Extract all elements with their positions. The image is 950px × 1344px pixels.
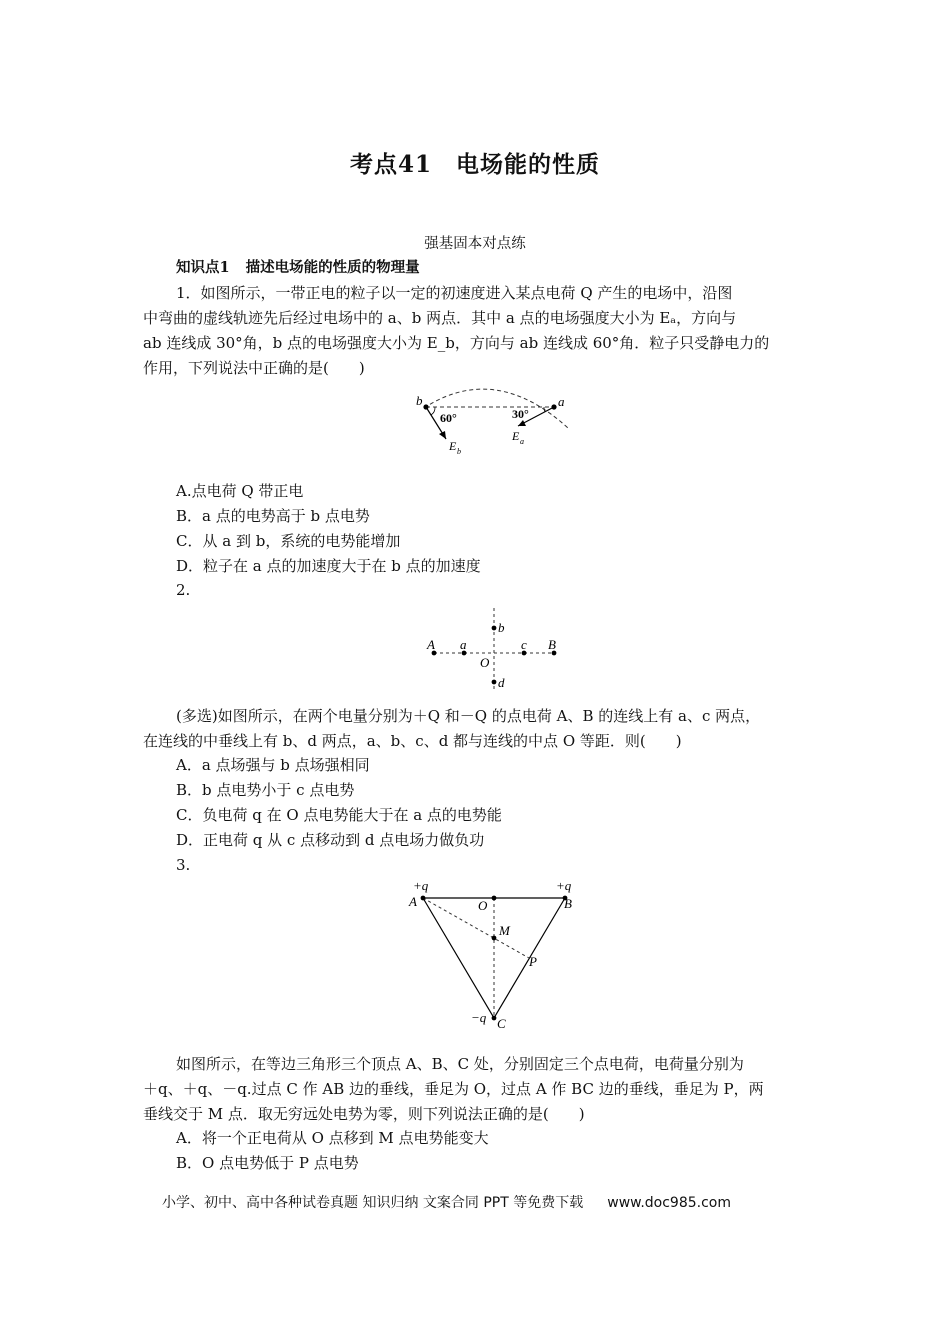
angle-arc-b (431, 407, 435, 415)
side-AC (423, 898, 494, 1018)
label-M: M (499, 923, 510, 938)
label-ea: E (512, 429, 520, 443)
q1-line-1: 1．如图所示，一带正电的粒子以一定的初速度进入某点电荷 Q 产生的电场中，沿图 (176, 284, 733, 302)
label-c: c (521, 637, 527, 652)
footer (162, 1192, 731, 1212)
point-O (492, 896, 497, 901)
q2-number: 2. (176, 581, 191, 599)
label-d: d (498, 675, 505, 690)
label-eb-sub: b (457, 447, 461, 456)
q2-line-2: 在连线的中垂线上有 b、d 两点，a、b、c、d 都与连线的中点 O 等距．则( ) (143, 732, 682, 750)
angle-60-label: 60° (440, 411, 457, 425)
label-C: C (497, 1016, 506, 1031)
label-P: P (529, 954, 537, 969)
q2-option-d: D．正电荷 q 从 c 点移动到 d 点电场力做负功 (176, 831, 485, 849)
q3-figure (405, 876, 590, 1034)
footer-url[interactable]: www.doc985.com (607, 1195, 731, 1211)
point-C (492, 1016, 497, 1021)
q3-option-a: A．将一个正电荷从 O 点移到 M 点电势能变大 (176, 1129, 489, 1147)
label-A: A (427, 637, 435, 652)
charge-C-label: −q (471, 1010, 487, 1025)
label-A: A (409, 894, 417, 909)
q2-option-c: C．负电荷 q 在 O 点电势能大于在 a 点的电势能 (176, 806, 502, 824)
label-a: a (460, 637, 467, 652)
label-B: B (564, 896, 572, 911)
q1-line-4: 作用，下列说法中正确的是( ) (143, 359, 365, 377)
knowledge-point-heading (176, 256, 420, 277)
label-O: O (480, 655, 490, 670)
altitude-AP (423, 898, 529, 958)
q3-line-3: 垂线交于 M 点．取无穷远处电势为零，则下列说法正确的是( ) (143, 1105, 585, 1123)
label-O: O (478, 898, 488, 913)
q3-line-1: 如图所示，在等边三角形三个顶点 A、B、C 处，分别固定三个点电荷，电荷量分别为 (176, 1055, 744, 1073)
point-A (421, 896, 426, 901)
q1-line-3: ab 连线成 30°角，b 点的电场强度大小为 E_b，方向与 ab 连线成 60°角．粒子只受静电力的 (143, 334, 770, 352)
q1-option-b: B．a 点的电势高于 b 点电势 (176, 507, 370, 525)
q1-option-c: C．从 a 到 b，系统的电势能增加 (176, 532, 401, 550)
q2-line-1: (多选)如图所示，在两个电量分别为＋Q 和－Q 的点电荷 A、B 的连线上有 a、c 两点， (176, 707, 761, 725)
knowledge-point-text: 描述电场能的性质的物理量 (245, 259, 420, 276)
point-d (492, 680, 497, 685)
angle-30-label: 30° (512, 407, 529, 421)
point-b (492, 626, 497, 631)
q1-option-d: D．粒子在 a 点的加速度大于在 b 点的加速度 (176, 557, 481, 575)
q1-line-2: 中弯曲的虚线轨迹先后经过电场中的 a、b 两点．其中 a 点的电场强度大小为 Eₐ，方向与 (143, 309, 737, 327)
charge-B-label: +q (556, 878, 572, 893)
q1-option-a: A.点电荷 Q 带正电 (176, 482, 304, 500)
q2-option-b: B．b 点电势小于 c 点电势 (176, 781, 355, 799)
label-a: a (558, 394, 565, 409)
page-title: 考点41 电场能的性质 (349, 151, 600, 178)
label-ea-sub: a (520, 437, 524, 446)
label-B: B (548, 637, 556, 652)
label-b: b (416, 393, 423, 408)
q3-line-2: ＋q、＋q、－q.过点 C 作 AB 边的垂线，垂足为 O，过点 A 作 BC 边的垂线，垂足为 P，两 (143, 1080, 764, 1098)
knowledge-point-label: 知识点1 (176, 259, 230, 276)
eb-arrowhead (439, 431, 446, 439)
point-M (492, 936, 497, 941)
q2-figure (420, 604, 570, 696)
section-title: 强基固本对点练 (424, 236, 526, 252)
label-eb: E (449, 439, 457, 453)
label-b: b (498, 620, 505, 635)
q3-option-b: B．O 点电势低于 P 点电势 (176, 1154, 359, 1172)
footer-text: 小学、初中、高中各种试卷真题 知识归纳 文案合同 PPT 等免费下载 (162, 1195, 584, 1211)
charge-A-label: +q (413, 878, 429, 893)
q1-figure (410, 380, 580, 460)
q3-number: 3. (176, 856, 191, 874)
q2-option-a: A．a 点场强与 b 点场强相同 (176, 756, 370, 774)
